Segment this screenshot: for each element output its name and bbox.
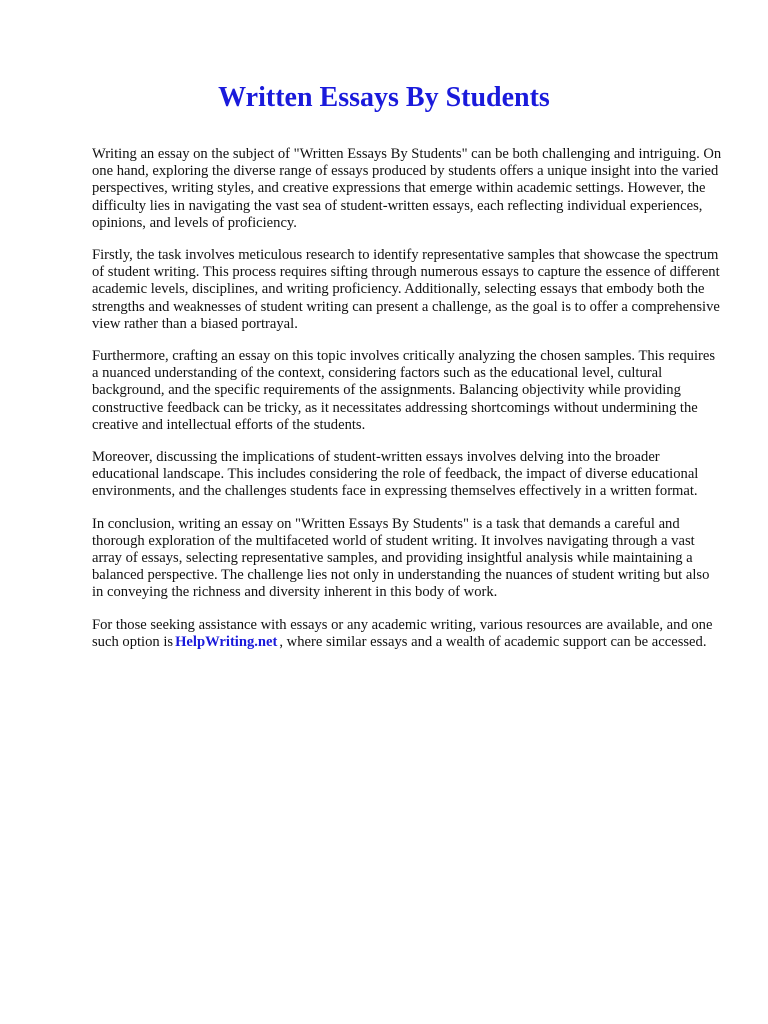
paragraph-implications: Moreover, discussing the implications of student-written essays involves delving into the broader educational landscape. This includes considering the role of feedback, the impact of diverse educational environments, and the challenges students face in expressing themselves effectively in a written format. (92, 449, 699, 500)
paragraph-analysis: Furthermore, crafting an essay on this topic involves critically analyzing the chosen samples. This requires a nuanced understanding of the context, considering factors such as the educational level, cultural background, and the specific requirements of the assignments. Balancing objectivity while providing constructive feedback can be tricky, as it necessitates addressing shortcomings without undermining the creative and intellectual efforts of the students. (92, 348, 716, 433)
resources-text-after-link: , where similar essays and a wealth of academic support can be accessed. (279, 633, 707, 650)
paragraph-research: Firstly, the task involves meticulous research to identify representative samples that showcase the spectrum of student writing. This process requires sifting through numerous essays to capture the essence of different academic levels, disciplines, and writing proficiency. Additionally, selecting essays that embody both the strengths and weaknesses of student writing can present a challenge, as the goal is to offer a comprehensive view rather than a biased portrayal. (92, 247, 720, 332)
document-body (92, 146, 724, 666)
document-title: Written Essays By Students (218, 82, 550, 113)
helpwriting-link[interactable]: HelpWriting.net (175, 633, 278, 650)
paragraph-resources (92, 617, 724, 651)
paragraph-intro: Writing an essay on the subject of "Written Essays By Students" can be both challenging and intriguing. On one hand, exploring the diverse range of essays produced by students offers a unique insight into the varied perspectives, writing styles, and creative expressions that emerge within academic settings. However, the difficulty lies in navigating the vast sea of student-written essays, each reflecting individual experiences, opinions, and levels of proficiency. (92, 146, 722, 231)
resources-text-before-link: For those seeking assistance with essays or any academic writing, various resources are available, and one such option is (92, 616, 713, 650)
paragraph-conclusion: In conclusion, writing an essay on "Written Essays By Students" is a task that demands a careful and thorough exploration of the multifaceted world of student writing. It involves navigating through a vast array of essays, selecting representative samples, and providing insightful analysis while maintaining a balanced perspective. The challenge lies not only in understanding the nuances of student writing but also in conveying the richness and diversity inherent in this body of work. (92, 515, 710, 601)
